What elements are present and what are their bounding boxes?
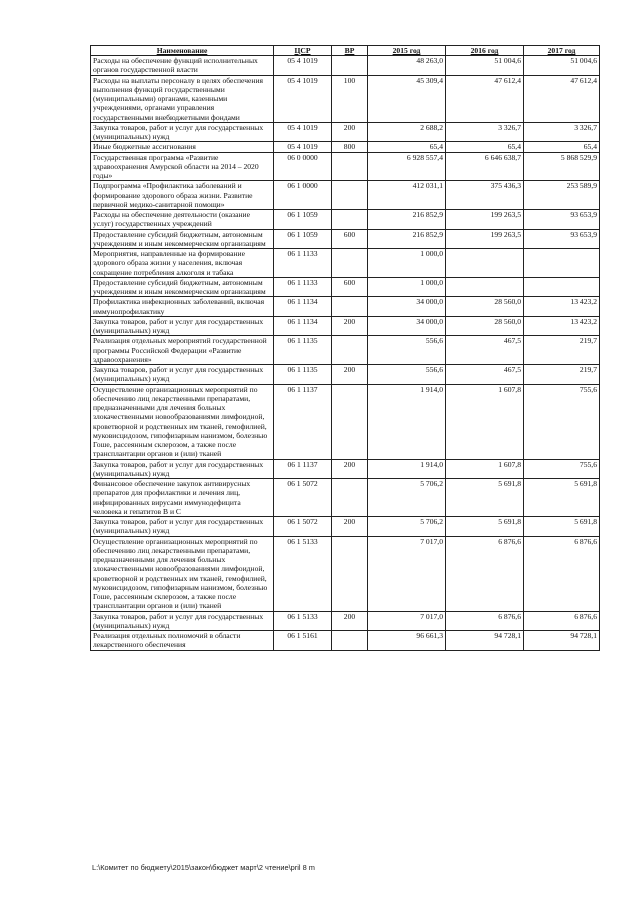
row-name-cell: Реализация отдельных мероприятий государственной программы Российской Федерации «Развитие здравоохранения» bbox=[91, 336, 274, 365]
row-2015-cell: 34 000,0 bbox=[368, 297, 446, 317]
row-2015-cell: 1 000,0 bbox=[368, 249, 446, 278]
row-2015-cell: 7 017,0 bbox=[368, 536, 446, 611]
row-name-cell: Закупка товаров, работ и услуг для государственных (муниципальных) нужд bbox=[91, 122, 274, 142]
row-2017-cell: 6 876,6 bbox=[524, 536, 600, 611]
row-csr-cell: 06 1 1133 bbox=[274, 249, 332, 278]
row-vr-cell bbox=[332, 210, 368, 230]
row-2017-cell: 219,7 bbox=[524, 336, 600, 365]
row-2017-cell: 3 326,7 bbox=[524, 122, 600, 142]
row-2015-cell: 65,4 bbox=[368, 142, 446, 152]
row-name-cell: Реализация отдельных полномочий в области лекарственного обеспечения bbox=[91, 631, 274, 651]
row-2016-cell: 5 691,8 bbox=[446, 479, 524, 517]
row-2017-cell bbox=[524, 277, 600, 297]
header-2016: 2016 год bbox=[446, 46, 524, 56]
row-2016-cell: 65,4 bbox=[446, 142, 524, 152]
row-name-cell: Подпрограмма «Профилактика заболеваний и формирование здорового образа жизни. Развитие первичной медико-санитарной помощи» bbox=[91, 181, 274, 210]
table-row bbox=[91, 210, 600, 230]
row-2016-cell bbox=[446, 249, 524, 278]
row-vr-cell bbox=[332, 479, 368, 517]
row-2017-cell: 5 868 529,9 bbox=[524, 152, 600, 181]
row-2015-cell: 556,6 bbox=[368, 336, 446, 365]
row-csr-cell: 06 1 5072 bbox=[274, 479, 332, 517]
table-row bbox=[91, 517, 600, 537]
row-2016-cell: 1 607,8 bbox=[446, 459, 524, 479]
row-2016-cell: 199 263,5 bbox=[446, 229, 524, 249]
row-2015-cell: 34 000,0 bbox=[368, 316, 446, 336]
row-2016-cell: 47 612,4 bbox=[446, 75, 524, 122]
row-csr-cell: 06 1 1059 bbox=[274, 229, 332, 249]
row-2016-cell: 3 326,7 bbox=[446, 122, 524, 142]
row-csr-cell: 06 1 5133 bbox=[274, 536, 332, 611]
row-name-cell: Осуществление организационных мероприятий по обеспечению лиц лекарственными препаратами, предназначенными для лечения больных злокачественными новообразованиями лимфоидной, кроветворной и родственных им тканей, гемофилией, муковисцидозом, гипофизарным нанизмом, болезнью Гоше, рассеянным склерозом, а также после трансплантации органов и (или) тканей bbox=[91, 384, 274, 459]
row-2017-cell bbox=[524, 249, 600, 278]
row-2015-cell: 216 852,9 bbox=[368, 210, 446, 230]
row-2016-cell: 467,5 bbox=[446, 336, 524, 365]
row-name-cell: Расходы на выплаты персоналу в целях обеспечения выполнения функций государственными (муниципальными) органами, казенными учреждениями, органами управления государственными внебюджетными фондами bbox=[91, 75, 274, 122]
row-csr-cell: 05 4 1019 bbox=[274, 56, 332, 76]
table-row bbox=[91, 277, 600, 297]
row-2016-cell: 1 607,8 bbox=[446, 384, 524, 459]
row-2016-cell bbox=[446, 277, 524, 297]
row-csr-cell: 05 4 1019 bbox=[274, 75, 332, 122]
row-vr-cell bbox=[332, 249, 368, 278]
budget-table bbox=[90, 45, 600, 651]
table-row bbox=[91, 536, 600, 611]
row-2016-cell: 5 691,8 bbox=[446, 517, 524, 537]
row-vr-cell: 200 bbox=[332, 122, 368, 142]
row-csr-cell: 05 4 1019 bbox=[274, 142, 332, 152]
table-row bbox=[91, 459, 600, 479]
row-2015-cell: 7 017,0 bbox=[368, 611, 446, 631]
row-csr-cell: 06 1 1135 bbox=[274, 365, 332, 385]
table-header-row bbox=[91, 46, 600, 56]
row-2015-cell: 556,6 bbox=[368, 365, 446, 385]
header-vr: ВР bbox=[332, 46, 368, 56]
row-2016-cell: 6 876,6 bbox=[446, 611, 524, 631]
row-2015-cell: 1 914,0 bbox=[368, 384, 446, 459]
table-row bbox=[91, 249, 600, 278]
table-row bbox=[91, 142, 600, 152]
row-2016-cell: 467,5 bbox=[446, 365, 524, 385]
table-row bbox=[91, 479, 600, 517]
row-2015-cell: 48 263,0 bbox=[368, 56, 446, 76]
row-2017-cell: 5 691,8 bbox=[524, 517, 600, 537]
row-vr-cell: 600 bbox=[332, 277, 368, 297]
table-body bbox=[91, 56, 600, 651]
row-csr-cell: 06 1 1137 bbox=[274, 459, 332, 479]
row-2017-cell: 47 612,4 bbox=[524, 75, 600, 122]
row-name-cell: Государственная программа «Развитие здравоохранения Амурской области на 2014 – 2020 годы» bbox=[91, 152, 274, 181]
row-2015-cell: 6 928 557,4 bbox=[368, 152, 446, 181]
row-2017-cell: 13 423,2 bbox=[524, 316, 600, 336]
table-row bbox=[91, 316, 600, 336]
row-2015-cell: 1 000,0 bbox=[368, 277, 446, 297]
table-row bbox=[91, 122, 600, 142]
table-row bbox=[91, 152, 600, 181]
row-2016-cell: 375 436,3 bbox=[446, 181, 524, 210]
row-vr-cell: 200 bbox=[332, 365, 368, 385]
row-name-cell: Мероприятия, направленные на формирование здорового образа жизни у населения, включая сокращение потребления алкоголя и табака bbox=[91, 249, 274, 278]
table-row bbox=[91, 336, 600, 365]
row-vr-cell: 200 bbox=[332, 611, 368, 631]
row-csr-cell: 06 1 1135 bbox=[274, 336, 332, 365]
table-row bbox=[91, 384, 600, 459]
row-csr-cell: 06 1 1137 bbox=[274, 384, 332, 459]
row-csr-cell: 06 1 5133 bbox=[274, 611, 332, 631]
row-vr-cell: 800 bbox=[332, 142, 368, 152]
row-2017-cell: 93 653,9 bbox=[524, 210, 600, 230]
table-row bbox=[91, 229, 600, 249]
row-2015-cell: 45 309,4 bbox=[368, 75, 446, 122]
row-vr-cell bbox=[332, 384, 368, 459]
row-name-cell: Закупка товаров, работ и услуг для государственных (муниципальных) нужд bbox=[91, 611, 274, 631]
row-name-cell: Финансовое обеспечение закупок антивирусных препаратов для профилактики и лечения лиц, инфицированных вирусами иммунодефицита человека и гепатитов В и С bbox=[91, 479, 274, 517]
row-csr-cell: 06 1 5161 bbox=[274, 631, 332, 651]
table-row bbox=[91, 365, 600, 385]
header-name: Наименование bbox=[91, 46, 274, 56]
row-vr-cell: 200 bbox=[332, 459, 368, 479]
row-name-cell: Расходы на обеспечение деятельности (оказание услуг) государственных учреждений bbox=[91, 210, 274, 230]
row-2015-cell: 216 852,9 bbox=[368, 229, 446, 249]
table-row bbox=[91, 75, 600, 122]
row-csr-cell: 06 1 0000 bbox=[274, 181, 332, 210]
row-vr-cell bbox=[332, 336, 368, 365]
row-name-cell: Расходы на обеспечение функций исполнительных органов государственной власти bbox=[91, 56, 274, 76]
row-2017-cell: 755,6 bbox=[524, 384, 600, 459]
row-2016-cell: 6 876,6 bbox=[446, 536, 524, 611]
row-name-cell: Закупка товаров, работ и услуг для государственных (муниципальных) нужд bbox=[91, 365, 274, 385]
row-vr-cell: 200 bbox=[332, 316, 368, 336]
table-row bbox=[91, 181, 600, 210]
row-2015-cell: 5 706,2 bbox=[368, 479, 446, 517]
row-csr-cell: 06 1 1134 bbox=[274, 316, 332, 336]
row-2017-cell: 253 589,9 bbox=[524, 181, 600, 210]
row-2017-cell: 65,4 bbox=[524, 142, 600, 152]
row-vr-cell bbox=[332, 56, 368, 76]
row-2017-cell: 94 728,1 bbox=[524, 631, 600, 651]
row-vr-cell bbox=[332, 152, 368, 181]
row-csr-cell: 06 1 5072 bbox=[274, 517, 332, 537]
row-csr-cell: 05 4 1019 bbox=[274, 122, 332, 142]
row-vr-cell bbox=[332, 536, 368, 611]
header-2017: 2017 год bbox=[524, 46, 600, 56]
row-2016-cell: 51 004,6 bbox=[446, 56, 524, 76]
row-vr-cell: 600 bbox=[332, 229, 368, 249]
row-name-cell: Осуществление организационных мероприятий по обеспечению лиц лекарственными препаратами, предназначенными для лечения больных злокачественными новообразованиями лимфоидной, кроветворной и родственных им тканей, гемофилией, муковисцидозом, гипофизарным нанизмом, болезнью Гоше, рассеянным склерозом, а также после трансплантации органов и (или) тканей bbox=[91, 536, 274, 611]
file-path-footer: L:\Комитет по бюджету\2015\закон\бюджет март\2 чтение\pril 8 m bbox=[92, 863, 315, 872]
row-name-cell: Закупка товаров, работ и услуг для государственных (муниципальных) нужд bbox=[91, 517, 274, 537]
row-name-cell: Профилактика инфекционных заболеваний, включая иммунопрофилактику bbox=[91, 297, 274, 317]
row-vr-cell bbox=[332, 297, 368, 317]
row-2017-cell: 6 876,6 bbox=[524, 611, 600, 631]
table-row bbox=[91, 631, 600, 651]
row-2015-cell: 96 661,3 bbox=[368, 631, 446, 651]
row-vr-cell bbox=[332, 181, 368, 210]
row-vr-cell: 100 bbox=[332, 75, 368, 122]
row-2015-cell: 2 688,2 bbox=[368, 122, 446, 142]
row-name-cell: Закупка товаров, работ и услуг для государственных (муниципальных) нужд bbox=[91, 459, 274, 479]
row-2017-cell: 93 653,9 bbox=[524, 229, 600, 249]
row-vr-cell: 200 bbox=[332, 517, 368, 537]
row-2017-cell: 13 423,2 bbox=[524, 297, 600, 317]
row-2016-cell: 6 646 638,7 bbox=[446, 152, 524, 181]
row-2016-cell: 199 263,5 bbox=[446, 210, 524, 230]
row-2015-cell: 412 031,1 bbox=[368, 181, 446, 210]
row-2017-cell: 5 691,8 bbox=[524, 479, 600, 517]
table-row bbox=[91, 611, 600, 631]
document-sheet bbox=[90, 45, 599, 651]
row-2015-cell: 1 914,0 bbox=[368, 459, 446, 479]
row-name-cell: Закупка товаров, работ и услуг для государственных (муниципальных) нужд bbox=[91, 316, 274, 336]
row-name-cell: Предоставление субсидий бюджетным, автономным учреждениям и иным некоммерческим организациям bbox=[91, 277, 274, 297]
row-2017-cell: 51 004,6 bbox=[524, 56, 600, 76]
row-csr-cell: 06 0 0000 bbox=[274, 152, 332, 181]
row-2017-cell: 755,6 bbox=[524, 459, 600, 479]
row-2016-cell: 28 560,0 bbox=[446, 297, 524, 317]
row-2015-cell: 5 706,2 bbox=[368, 517, 446, 537]
row-vr-cell bbox=[332, 631, 368, 651]
row-csr-cell: 06 1 1059 bbox=[274, 210, 332, 230]
header-2015: 2015 год bbox=[368, 46, 446, 56]
row-2016-cell: 94 728,1 bbox=[446, 631, 524, 651]
table-row bbox=[91, 56, 600, 76]
row-csr-cell: 06 1 1133 bbox=[274, 277, 332, 297]
row-name-cell: Предоставление субсидий бюджетным, автономным учреждениям и иным некоммерческим организациям bbox=[91, 229, 274, 249]
row-csr-cell: 06 1 1134 bbox=[274, 297, 332, 317]
table-row bbox=[91, 297, 600, 317]
row-2017-cell: 219,7 bbox=[524, 365, 600, 385]
header-csr: ЦСР bbox=[274, 46, 332, 56]
row-name-cell: Иные бюджетные ассигнования bbox=[91, 142, 274, 152]
row-2016-cell: 28 560,0 bbox=[446, 316, 524, 336]
